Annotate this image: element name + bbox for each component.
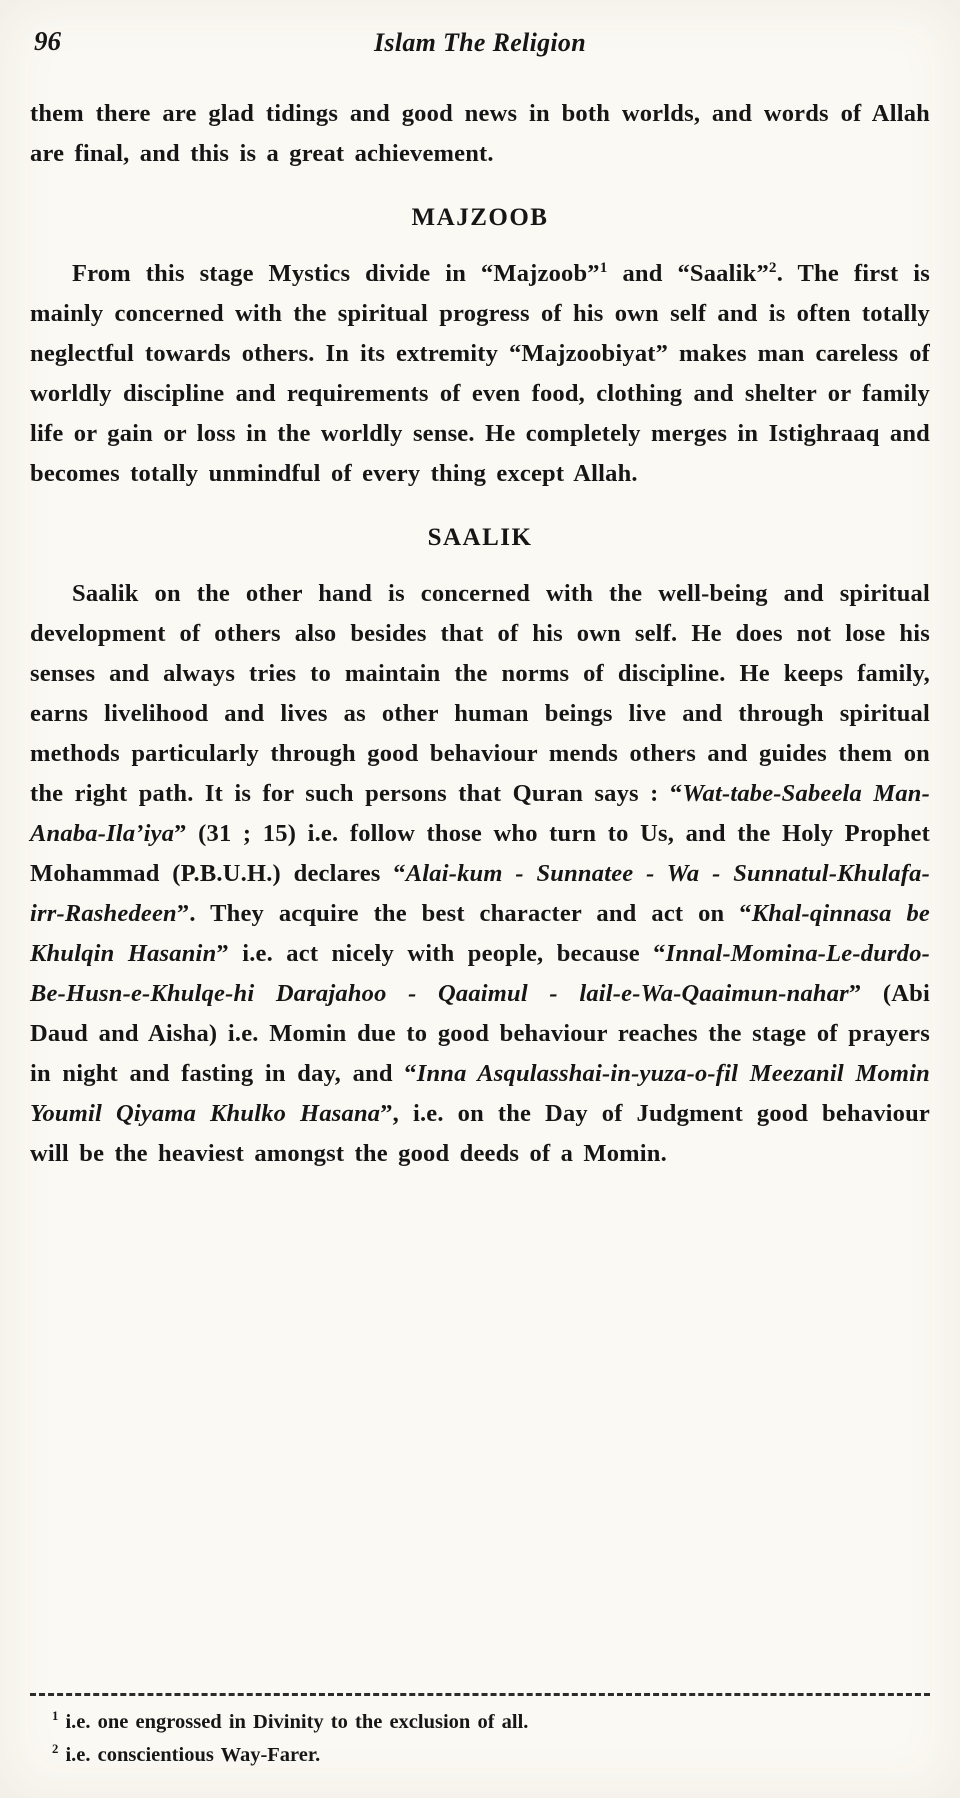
running-head	[30, 20, 930, 68]
majzoob-paragraph: From this stage Mystics divide in “Majzoob”$^1$ and “Saalik”$^2$. The first is mainly concerned with the spiritual progress of his own self and is often totally neglectful towards others. In its extremity “Majzoobiyat” makes man careless of worldly discipline and requirements of even food, clothing and shelter or family life or gain or loss in the worldly sense. He completely merges in Istighraaq and becomes totally unmindful of every thing except Allah.	[30, 258, 931, 487]
book-title: Islam The Religion	[374, 28, 586, 57]
intro-paragraph: them there are glad tidings and good news in both worlds, and words of Allah are final, and this is a great achievement.	[30, 100, 930, 167]
footnote-1: $^1$ i.e. one engrossed in Divinity to the exclusion of all.	[52, 1709, 529, 1733]
page-body	[30, 94, 930, 1174]
footnote-block	[30, 1693, 930, 1772]
section-heading-majzoob: MAJZOOB	[411, 204, 549, 231]
footnote-2: $^2$ i.e. conscientious Way-Farer.	[52, 1742, 321, 1766]
saalik-paragraph: Saalik on the other hand is concerned with the well-being and spiritual development of others also besides that of his own self. He does not lose his senses and always tries to maintain the norms of discipline. He keeps family, earns livelihood and lives as other human beings live and through spiritual methods particularly through good behaviour mends others and guides them on the right path. It is for such persons that Quran says : “Wat-tabe-Sabeela Man-Anaba-Ila’iya” (31 ; 15) i.e. follow those who turn to Us, and the Holy Prophet Mohammad (P.B.U.H.) declares “Alai-kum - Sunnatee - Wa - Sunnatul-Khulafa-irr-Rashedeen”. They acquire the best character and act on “Khal-qinnasa be Khulqin Hasanin” i.e. act nicely with people, because “Innal-Momina-Le-durdo-Be-Husn-e-Khulqe-hi Darajahoo - Qaaimul - lail-e-Wa-Qaaimun-nahar” (Abi Daud and Aisha) i.e. Momin due to good behaviour reaches the stage of prayers in night and fasting in day, and “Inna Asqulasshai-in-yuza-o-fil Meezanil Momin Youmil Qiyama Khulko Hasana”, i.e. on the Day of Judgment good behaviour will be the heaviest amongst the good deeds of a Momin.	[30, 580, 931, 1167]
footnote-divider	[30, 1693, 930, 1696]
section-heading-saalik: SAALIK	[427, 524, 533, 551]
page-number: 96	[34, 26, 61, 56]
